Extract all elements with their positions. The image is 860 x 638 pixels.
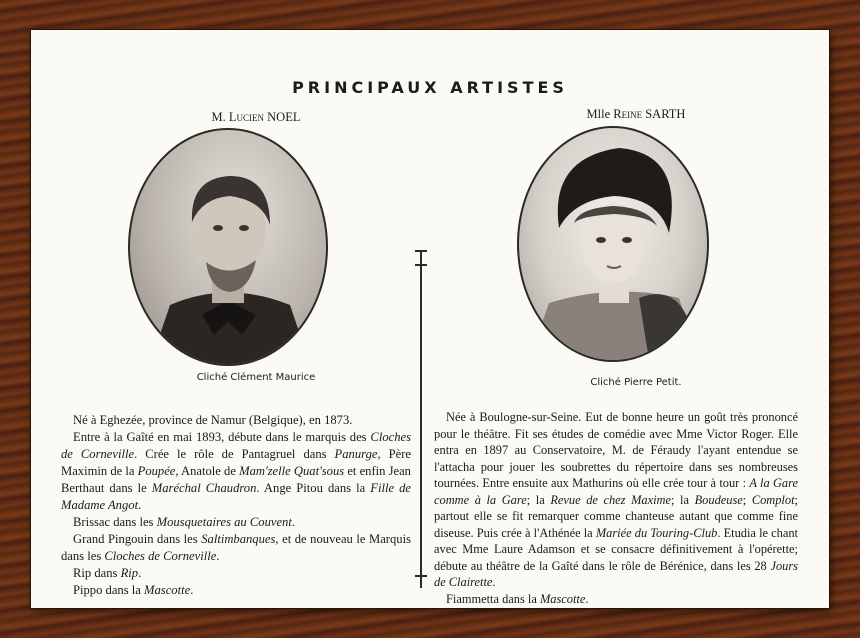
biography-right: [434, 409, 798, 607]
bio-text: Rip dans: [73, 566, 121, 580]
bio-paragraph: [61, 514, 411, 531]
bio-text: ; partout elle se fit remarquer comme chanteuse autant que comme fine diseuse. Puis crée à l'Athénée la: [434, 492, 798, 540]
work-title: Cloches de Corneville: [104, 549, 217, 563]
bio-text: . Crée le rôle de Pantagruel dans: [134, 447, 335, 461]
divider-ornament-top: [415, 250, 427, 252]
bio-text: Fiammetta dans la: [446, 591, 540, 606]
bio-text: Pippo dans la: [73, 583, 145, 597]
bio-text: et enfin Jean Berthaut dans le: [61, 464, 411, 495]
bio-text: ;: [742, 492, 752, 507]
bio-text: . Etudia le chant avec Mme Laure Adamson et se consacre définitivement à l'opérette; débute au théâtre de la Gaîté dans le rôle de Bérénice, dans les 28: [434, 525, 799, 573]
bio-text: Entre à la Gaîté en mai 1893, débute dans le marquis des: [73, 430, 371, 444]
work-title: Mascotte: [144, 583, 191, 597]
bio-text: .: [138, 498, 142, 512]
work-title: Boudeuse: [694, 492, 743, 507]
name-prefix: M.: [211, 110, 229, 124]
bio-text: .: [585, 591, 589, 606]
bio-paragraph: [61, 429, 411, 514]
photo-credit-right: Cliché Pierre Petit.: [590, 377, 682, 388]
work-title: Maréchal Chaudron: [151, 481, 257, 495]
bio-text: Née à Boulogne-sur-Seine. Eut de bonne heure un goût très prononcé pour le théâtre. Fit ses études de comédie avec Mme Victor Roger. Elle entra en 1897 au Conservatoire, M. de Féraudy l'ayant entendue se l'attacha pour jouer les soubrettes du répertoire dans ses nombreuses tournées. Entre ensuite aux Mathurins où elle crée tour à tour :: [434, 410, 798, 490]
bio-paragraph: [61, 565, 411, 582]
bio-text: Grand Pingouin dans les: [73, 532, 202, 546]
work-title: Mam'zelle Quat'sous: [239, 464, 345, 478]
book-page: [31, 30, 829, 608]
bio-paragraph: [434, 591, 798, 608]
bio-text: , et de nouveau le Marquis dans les: [61, 532, 411, 563]
work-title: Fille de Madame Angot: [61, 481, 412, 512]
work-title: Panurge: [334, 447, 378, 461]
bio-text: ; la: [526, 492, 551, 507]
portrait-lucien-noel: [128, 128, 328, 366]
bio-paragraph: [61, 412, 411, 429]
portrait-illustration: [519, 128, 707, 360]
work-title: Cloches de Corneville: [61, 430, 411, 461]
bio-text: .: [138, 566, 142, 580]
column-divider: [420, 250, 422, 588]
work-title: Revue de chez Maxime: [550, 492, 672, 507]
work-title: Saltimbanques: [201, 532, 276, 546]
biography-left: [61, 412, 411, 599]
bio-text: .: [216, 549, 220, 563]
work-title: A la Gare comme à la Gare: [434, 476, 798, 507]
work-title: Mousquetaires au Couvent: [156, 515, 292, 529]
bio-text: . Ange Pitou dans la: [256, 481, 371, 495]
work-title: Mariée du Touring-Club: [595, 525, 718, 540]
name-first: Reine: [613, 107, 643, 121]
bio-text: .: [492, 575, 496, 589]
artist-name-left: [151, 110, 361, 125]
bio-text: , Anatole de: [175, 464, 240, 478]
bio-text: Brissac dans les: [73, 515, 157, 529]
bio-text: .: [190, 583, 194, 597]
divider-ornament-bottom: [415, 575, 427, 577]
name-last: SARTH: [642, 107, 686, 121]
bio-text: Né à Eghezée, province de Namur (Belgique), en 1873.: [73, 413, 353, 427]
work-title: Mascotte: [539, 591, 586, 606]
portrait-reine-sarth: [517, 126, 709, 362]
photo-credit-left: Cliché Clément Maurice: [196, 372, 316, 383]
name-prefix: Mlle: [586, 107, 614, 121]
bio-paragraph: [61, 531, 411, 565]
work-title: Poupée: [137, 464, 176, 478]
name-last: NOEL: [264, 110, 301, 124]
bio-paragraph: [61, 582, 411, 599]
work-title: Jours de Clairette: [434, 558, 798, 589]
bio-text: .: [291, 515, 295, 529]
bio-text: , Père Maximin de la: [61, 447, 411, 478]
portrait-illustration: [130, 130, 326, 364]
divider-ornament-mid: [415, 264, 427, 266]
artist-name-right: [531, 107, 741, 122]
work-title: Rip: [120, 566, 139, 580]
page-title: PRINCIPAUX ARTISTES: [292, 78, 568, 97]
bio-text: ; la: [671, 492, 695, 507]
work-title: Complot: [751, 492, 795, 507]
name-first: Lucien: [228, 110, 265, 124]
bio-paragraph: [434, 409, 798, 591]
